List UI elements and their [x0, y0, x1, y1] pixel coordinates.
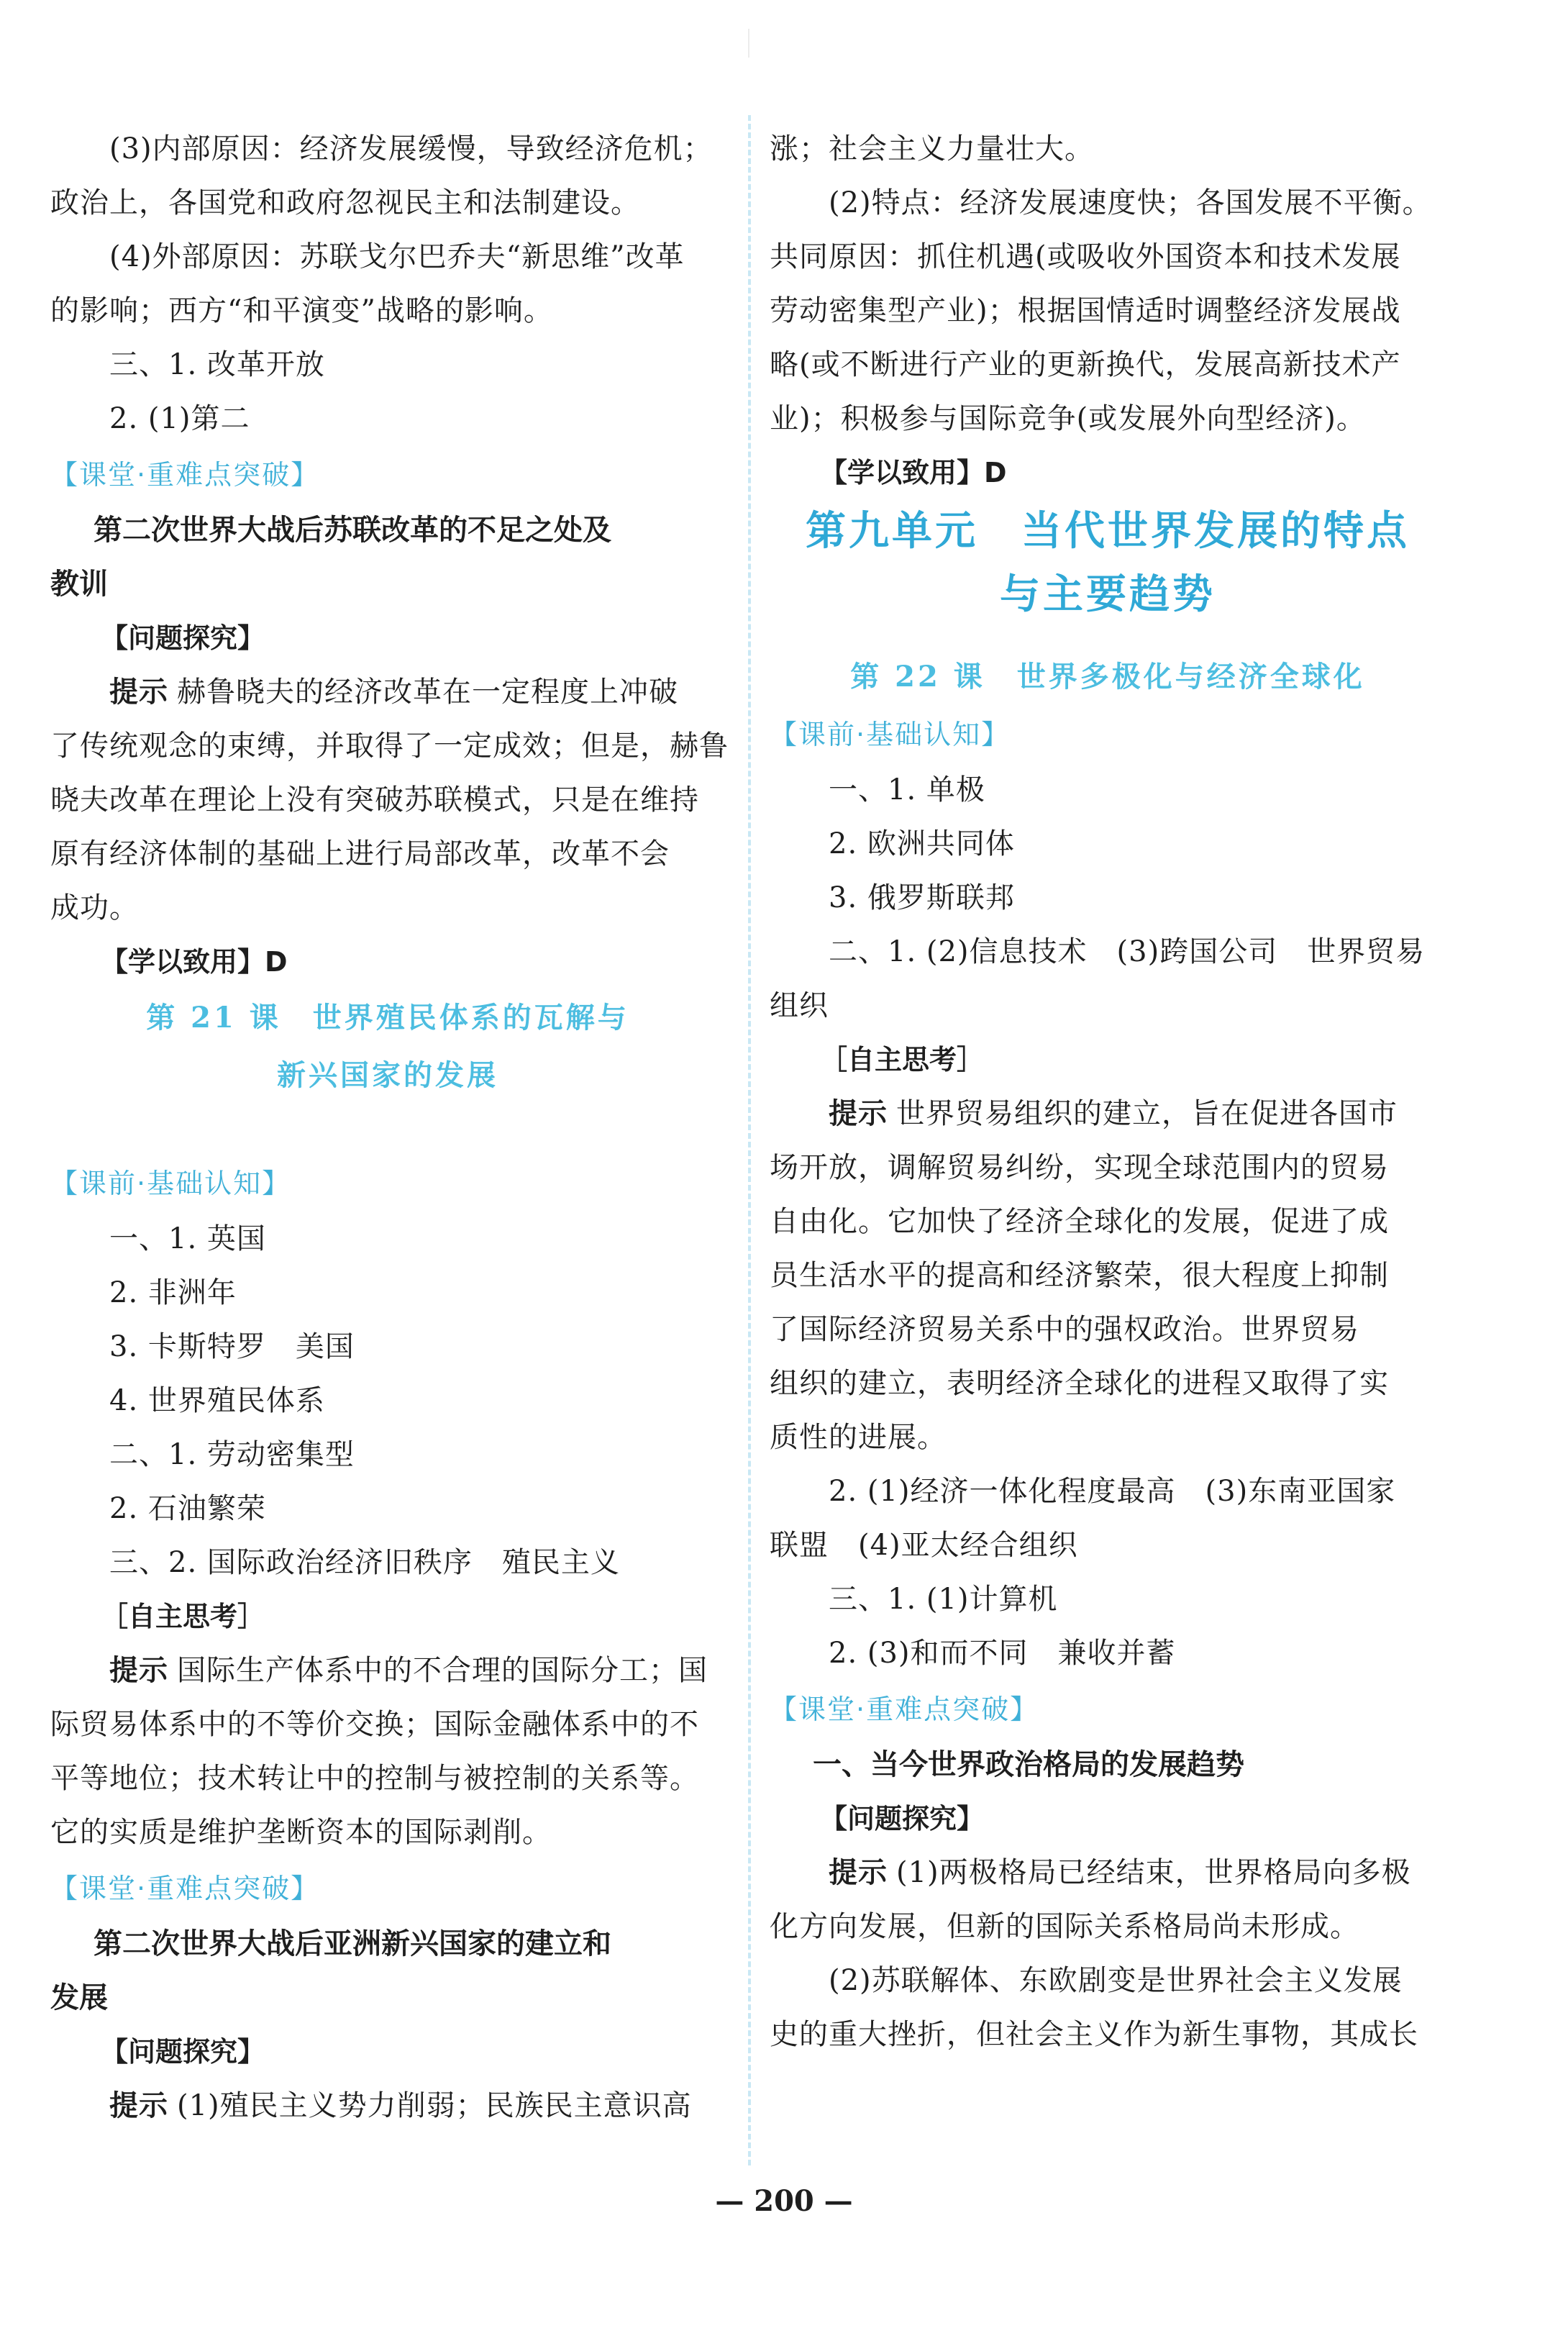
text-line: (2)苏联解体、东欧剧变是世界社会主义发展: [829, 1964, 1403, 1997]
hint-keyword: 提示: [109, 2089, 168, 2122]
answer-line: 2. 欧洲共同体: [829, 827, 1015, 860]
subsection-label: 【问题探究】: [101, 2036, 265, 2068]
hint-keyword: 提示: [109, 1654, 168, 1687]
subsection-label: 【学以致用】D: [101, 946, 288, 978]
topic-heading: 一、当今世界政治格局的发展趋势: [813, 1748, 1244, 1781]
text-line: 二、1. (2)信息技术 (3)跨国公司 世界贸易: [829, 935, 1426, 968]
answer-line: 2. 石油繁荣: [109, 1492, 266, 1525]
text-line: 劳动密集型产业)；根据国情适时调整经济发展战: [770, 294, 1401, 327]
text-line: 三、1. (1)计算机: [829, 1583, 1058, 1616]
text-line: 平等地位；技术转让中的控制与被控制的关系等。: [50, 1762, 699, 1795]
answer-line: 2. (1)第二: [109, 402, 250, 435]
topic-heading: 发展: [50, 1981, 108, 2014]
text-line: 史的重大挫折，但社会主义作为新生事物，其成长: [770, 2018, 1418, 2051]
hint-line: [50, 1644, 725, 1698]
section-label: 【课前·基础认知】: [770, 719, 1011, 750]
text-line: 际贸易体系中的不等价交换；国际金融体系中的不: [50, 1708, 699, 1741]
right-column: [770, 122, 1446, 2062]
answer-line: 3. 俄罗斯联邦: [829, 881, 1015, 914]
text-line: 政治上，各国党和政府忽视民主和法制建设。: [50, 186, 640, 219]
hint-line: [50, 665, 725, 719]
hint-text: (1)两极格局已经结束，世界格局向多极: [896, 1856, 1411, 1889]
answer-line: 2. (1)经济一体化程度最高 (3)东南亚国家: [829, 1475, 1396, 1508]
lesson-title: 第 22 课 世界多极化与经济全球化: [850, 660, 1365, 694]
column-divider: [748, 115, 751, 2165]
subsection-label: ［自主思考］: [820, 1044, 985, 1076]
text-line: 三、1. 改革开放: [109, 348, 325, 381]
subsection-label: 【学以致用】D: [820, 457, 1007, 488]
text-line: 成功。: [50, 891, 139, 924]
answer-line: 4. 世界殖民体系: [109, 1384, 325, 1417]
subsection-label: ［自主思考］: [101, 1601, 265, 1632]
text-line: 自由化。它加快了经济全球化的发展，促进了成: [770, 1205, 1389, 1238]
text-line: 略(或不断进行产业的更新换代，发展高新技术产: [770, 348, 1401, 381]
hint-text: 世界贸易组织的建立，旨在促进各国市: [896, 1097, 1398, 1130]
unit-title: 第九单元 当代世界发展的特点: [806, 508, 1410, 555]
section-label: 【课堂·重难点突破】: [50, 459, 320, 491]
hint-keyword: 提示: [109, 676, 168, 709]
left-column: [50, 122, 729, 2133]
section-label: 【课堂·重难点突破】: [50, 1873, 320, 1904]
hint-line: [50, 2079, 725, 2133]
answer-line: 3. 卡斯特罗 美国: [109, 1330, 355, 1363]
text-line: 二、1. 劳动密集型: [109, 1438, 355, 1471]
text-line: 组织: [770, 989, 829, 1022]
text-line: 了传统观念的束缚，并取得了一定成效；但是，赫鲁: [50, 729, 729, 763]
unit-title: 与主要趋势: [1000, 571, 1216, 618]
hint-line: [770, 1846, 1446, 1900]
section-label: 【课堂·重难点突破】: [770, 1694, 1039, 1725]
text-line: 它的实质是维护垄断资本的国际剥削。: [50, 1816, 552, 1849]
text-line: (4)外部原因：苏联戈尔巴乔夫“新思维”改革: [109, 240, 685, 273]
subsection-label: 【问题探究】: [820, 1803, 985, 1835]
lesson-title: 新兴国家的发展: [277, 1058, 498, 1092]
lesson-title: 第 21 课 世界殖民体系的瓦解与: [146, 1001, 629, 1035]
text-line: 了国际经济贸易关系中的强权政治。世界贸易: [770, 1313, 1359, 1346]
text-line: 三、2. 国际政治经济旧秩序 殖民主义: [109, 1546, 620, 1579]
hint-keyword: 提示: [829, 1856, 888, 1889]
text-line: 晓夫改革在理论上没有突破苏联模式，只是在维持: [50, 783, 699, 817]
text-line: 化方向发展，但新的国际关系格局尚未形成。: [770, 1910, 1359, 1943]
spacer: [50, 1104, 725, 1155]
hint-text: 赫鲁晓夫的经济改革在一定程度上冲破: [177, 676, 678, 709]
text-line: 组织的建立，表明经济全球化的进程又取得了实: [770, 1367, 1389, 1400]
text-line: 一、1. 单极: [829, 773, 985, 806]
text-line: 共同原因：抓住机遇(或吸收外国资本和技术发展: [770, 240, 1401, 273]
text-line: (2)特点：经济发展速度快；各国发展不平衡。: [829, 186, 1432, 219]
section-label: 【课前·基础认知】: [50, 1168, 291, 1199]
top-fold-mark: [748, 29, 749, 58]
text-line: 业)；积极参与国际竞争(或发展外向型经济)。: [770, 402, 1366, 435]
hint-text: (1)殖民主义势力削弱；民族民主意识高: [177, 2089, 692, 2122]
text-line: 一、1. 英国: [109, 1222, 266, 1255]
text-line: 的影响；西方“和平演变”战略的影响。: [50, 294, 553, 327]
hint-line: [770, 1087, 1446, 1141]
hint-text: 国际生产体系中的不合理的国际分工；国: [177, 1654, 708, 1687]
topic-heading: 第二次世界大战后苏联改革的不足之处及: [94, 514, 611, 547]
page-number: — 200 —: [715, 2184, 853, 2218]
spacer: [770, 627, 1446, 648]
text-line: 员生活水平的提高和经济繁荣，很大程度上抑制: [770, 1259, 1389, 1292]
text-line: 质性的进展。: [770, 1421, 947, 1454]
text-line: 涨；社会主义力量壮大。: [770, 132, 1094, 165]
text-line: 场开放，调解贸易纠纷，实现全球范围内的贸易: [770, 1151, 1389, 1184]
topic-heading: 第二次世界大战后亚洲新兴国家的建立和: [94, 1927, 611, 1960]
answer-line: 2. (3)和而不同 兼收并蓄: [829, 1637, 1176, 1670]
text-line: 原有经济体制的基础上进行局部改革，改革不会: [50, 837, 670, 871]
answer-line: 2. 非洲年: [109, 1276, 237, 1309]
hint-keyword: 提示: [829, 1097, 888, 1130]
subsection-label: 【问题探究】: [101, 622, 265, 654]
text-line: 联盟 (4)亚太经合组织: [770, 1529, 1078, 1562]
topic-heading: 教训: [50, 568, 108, 601]
text-line: (3)内部原因：经济发展缓慢，导致经济危机；: [109, 132, 713, 165]
